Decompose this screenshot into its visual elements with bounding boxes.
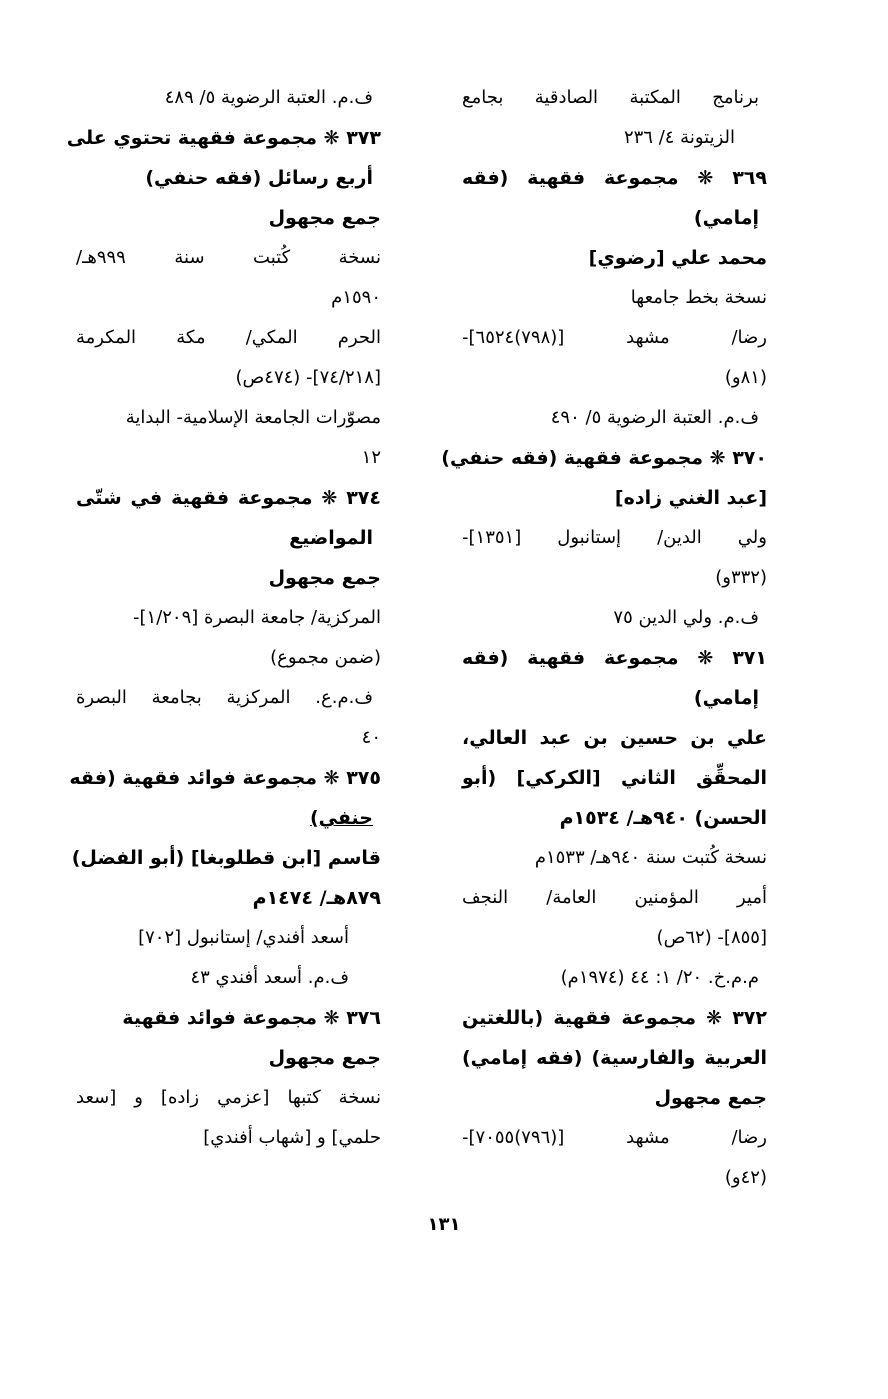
text-line: (ضمن مجموع) <box>270 647 381 668</box>
text-line: ٣٧١ ❋ مجموعة فقهية (فقه <box>462 647 767 669</box>
text-line: ف.م.ع. المركزية بجامعة البصرة <box>76 687 373 708</box>
text-line: المواضيع <box>289 527 373 549</box>
text-line: نسخة بخط جامعها <box>630 287 767 308</box>
text-line: ف.م. العتبة الرضوية ٥/ ٤٩٠ <box>550 407 759 428</box>
text-line: جمع مجهول <box>268 567 381 589</box>
text-line: [عبد الغني زاده] <box>614 487 767 509</box>
text-line: (٤٢و) <box>724 1167 767 1188</box>
text-line: [٨٥٥]- (٦٢ص) <box>656 927 767 948</box>
text-line: (٣٣٢و) <box>715 567 767 588</box>
text-line: ٨٧٩هـ/ ١٤٧٤م <box>252 887 381 909</box>
text-line: نسخة كُتبت سنة ٩٩٩هـ/ <box>76 247 381 268</box>
text-line: المحقِّق الثاني [الكركي] (أبو <box>462 767 767 789</box>
text-line: أربع رسائل (فقه حنفي) <box>145 167 373 189</box>
text-line: حنفي) <box>309 807 373 829</box>
text-line: [٧٤/٢١٨]- (٤٧٤ص) <box>235 367 381 388</box>
text-line: ٣٧٣ ❋ مجموعة فقهية تحتوي على <box>66 127 381 149</box>
text-line: رضا/ مشهد [(٧٩٦)٧٠٥٥]- <box>462 1127 767 1148</box>
text-line: رضا/ مشهد [(٧٩٨)٦٥٢٤]- <box>462 327 767 348</box>
text-line: ٣٧٢ ❋ مجموعة فقهية (باللغتين <box>462 1007 767 1029</box>
text-line: ١٥٩٠م <box>331 287 381 308</box>
text-line: إمامي) <box>693 207 759 229</box>
left-column <box>66 78 381 1158</box>
text-line: نسخة كتبها [عزمي زاده] و [سعد <box>76 1087 381 1108</box>
text-line: إمامي) <box>693 687 759 709</box>
text-line: المركزية/ جامعة البصرة [١/٢٠٩]- <box>133 607 381 628</box>
text-line: ولي الدين/ إستانبول [١٣٥١]- <box>462 527 767 548</box>
text-line: برنامج المكتبة الصادقية بجامع <box>462 87 759 108</box>
text-line: ف.م. ولي الدين ٧٥ <box>613 607 759 628</box>
text-line: ٣٧٥ ❋ مجموعة فوائد فقهية (فقه <box>69 767 381 789</box>
text-line: ٣٧٤ ❋ مجموعة فقهية في شتّى <box>76 487 381 509</box>
text-line: محمد علي [رضوي] <box>588 247 767 269</box>
text-line: م.م.خ. ٢٠/ ١: ٤٤ (١٩٧٤م) <box>560 967 759 988</box>
text-line: الحسن) ٩٤٠هـ/ ١٥٣٤م <box>559 807 767 829</box>
text-line: ف.م. أسعد أفندي ٤٣ <box>190 967 349 988</box>
text-line: ٤٠ <box>361 727 381 748</box>
text-line: (٨١و) <box>724 367 767 388</box>
right-column <box>441 78 767 1198</box>
text-line: ٣٦٩ ❋ مجموعة فقهية (فقه <box>462 167 767 189</box>
text-line: أسعد أفندي/ إستانبول [٧٠٢] <box>138 927 349 948</box>
text-line: حلمي] و [شهاب أفندي] <box>203 1127 381 1148</box>
text-line: مصوّرات الجامعة الإسلامية- البداية <box>125 407 381 428</box>
text-line: نسخة كُتبت سنة ٩٤٠هـ/ ١٥٣٣م <box>534 847 767 868</box>
page-number: ١٣١ <box>427 1214 461 1235</box>
text-line: ٣٧٠ ❋ مجموعة فقهية (فقه حنفي) <box>441 447 767 469</box>
text-line: جمع مجهول <box>654 1087 767 1109</box>
text-line: ١٢ <box>361 447 381 468</box>
text-line: ٣٧٦ ❋ مجموعة فوائد فقهية <box>122 1007 381 1029</box>
text-line: جمع مجهول <box>268 1047 381 1069</box>
text-line: ف.م. العتبة الرضوية ٥/ ٤٨٩ <box>164 87 373 108</box>
text-line: الحرم المكي/ مكة المكرمة <box>76 327 381 348</box>
text-line: علي بن حسين بن عبد العالي، <box>462 727 767 749</box>
text-line: جمع مجهول <box>268 207 381 229</box>
text-line: قاسم [ابن قطلوبغا] (أبو الفضل) <box>71 847 381 869</box>
text-line: الزيتونة ٤/ ٢٣٦ <box>623 127 735 148</box>
text-line: أمير المؤمنين العامة/ النجف <box>462 887 767 908</box>
text-line: العربية والفارسية) (فقه إمامي) <box>462 1047 767 1069</box>
